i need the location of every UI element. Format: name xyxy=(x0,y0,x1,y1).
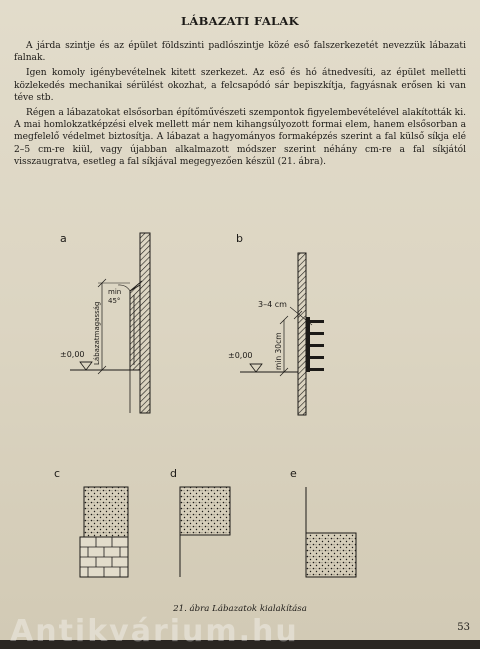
paragraph-2: Igen komoly igénybevételnek kitett szerkezet. Az eső és hó átnedvesíti, az épület melletti közlekedés mechanikai sérülést okozhat, a felcsapódó sár bepiszkítja, fagyásnak erősen ki van téve stb. xyxy=(14,68,466,103)
detail-c xyxy=(54,467,128,577)
watermark: Antikvárium.hu xyxy=(10,614,299,649)
label-e: e xyxy=(290,467,297,480)
a-angle-min: min xyxy=(108,288,122,296)
body-text xyxy=(14,40,466,171)
paragraph-1: A járda szintje és az épület földszinti padlószintje közé eső falszerkezetét nevezzük lábazati falnak. xyxy=(14,41,466,64)
detail-a xyxy=(60,232,150,413)
b-height: min 30cm xyxy=(274,332,283,370)
detail-e xyxy=(290,467,356,577)
paragraph-3: Régen a lábazatokat elsősorban építőművészeti szempontok figyelembevételével alakították ki. A mai homlokzatképzési elvek mellett már nem kihangsúlyozott formai elem, hanem elsősorban a megfelelő védelmet biztosítja. A lábazat a hagyományos formaképzés szerint a fal külső síkja elé 2–5 cm-re kiül, vagy újabban alkalmazott módszer szerint néhány cm-re a fal síkjától visszaugratva, esetleg a fal síkjával megegyezően készül (21. ábra). xyxy=(14,108,466,167)
label-a: a xyxy=(60,232,67,245)
a-angle-value: 45° xyxy=(108,297,121,305)
a-level: ±0,00 xyxy=(60,350,85,359)
figure-caption: 21. ábra Lábazatok kialakítása xyxy=(173,604,307,614)
b-slats xyxy=(310,320,324,371)
a-height-label: Lábazatmagasság xyxy=(93,301,101,365)
figure-21 xyxy=(0,225,480,610)
page-number: 53 xyxy=(457,622,470,633)
label-b: b xyxy=(236,232,243,245)
detail-d xyxy=(170,467,230,577)
label-d: d xyxy=(170,467,177,480)
detail-b xyxy=(228,232,324,415)
page-title: LÁBAZATI FALAK xyxy=(181,14,299,28)
b-offset: 3–4 cm xyxy=(258,300,287,309)
b-level: ±0,00 xyxy=(228,351,253,360)
label-c: c xyxy=(54,467,61,480)
